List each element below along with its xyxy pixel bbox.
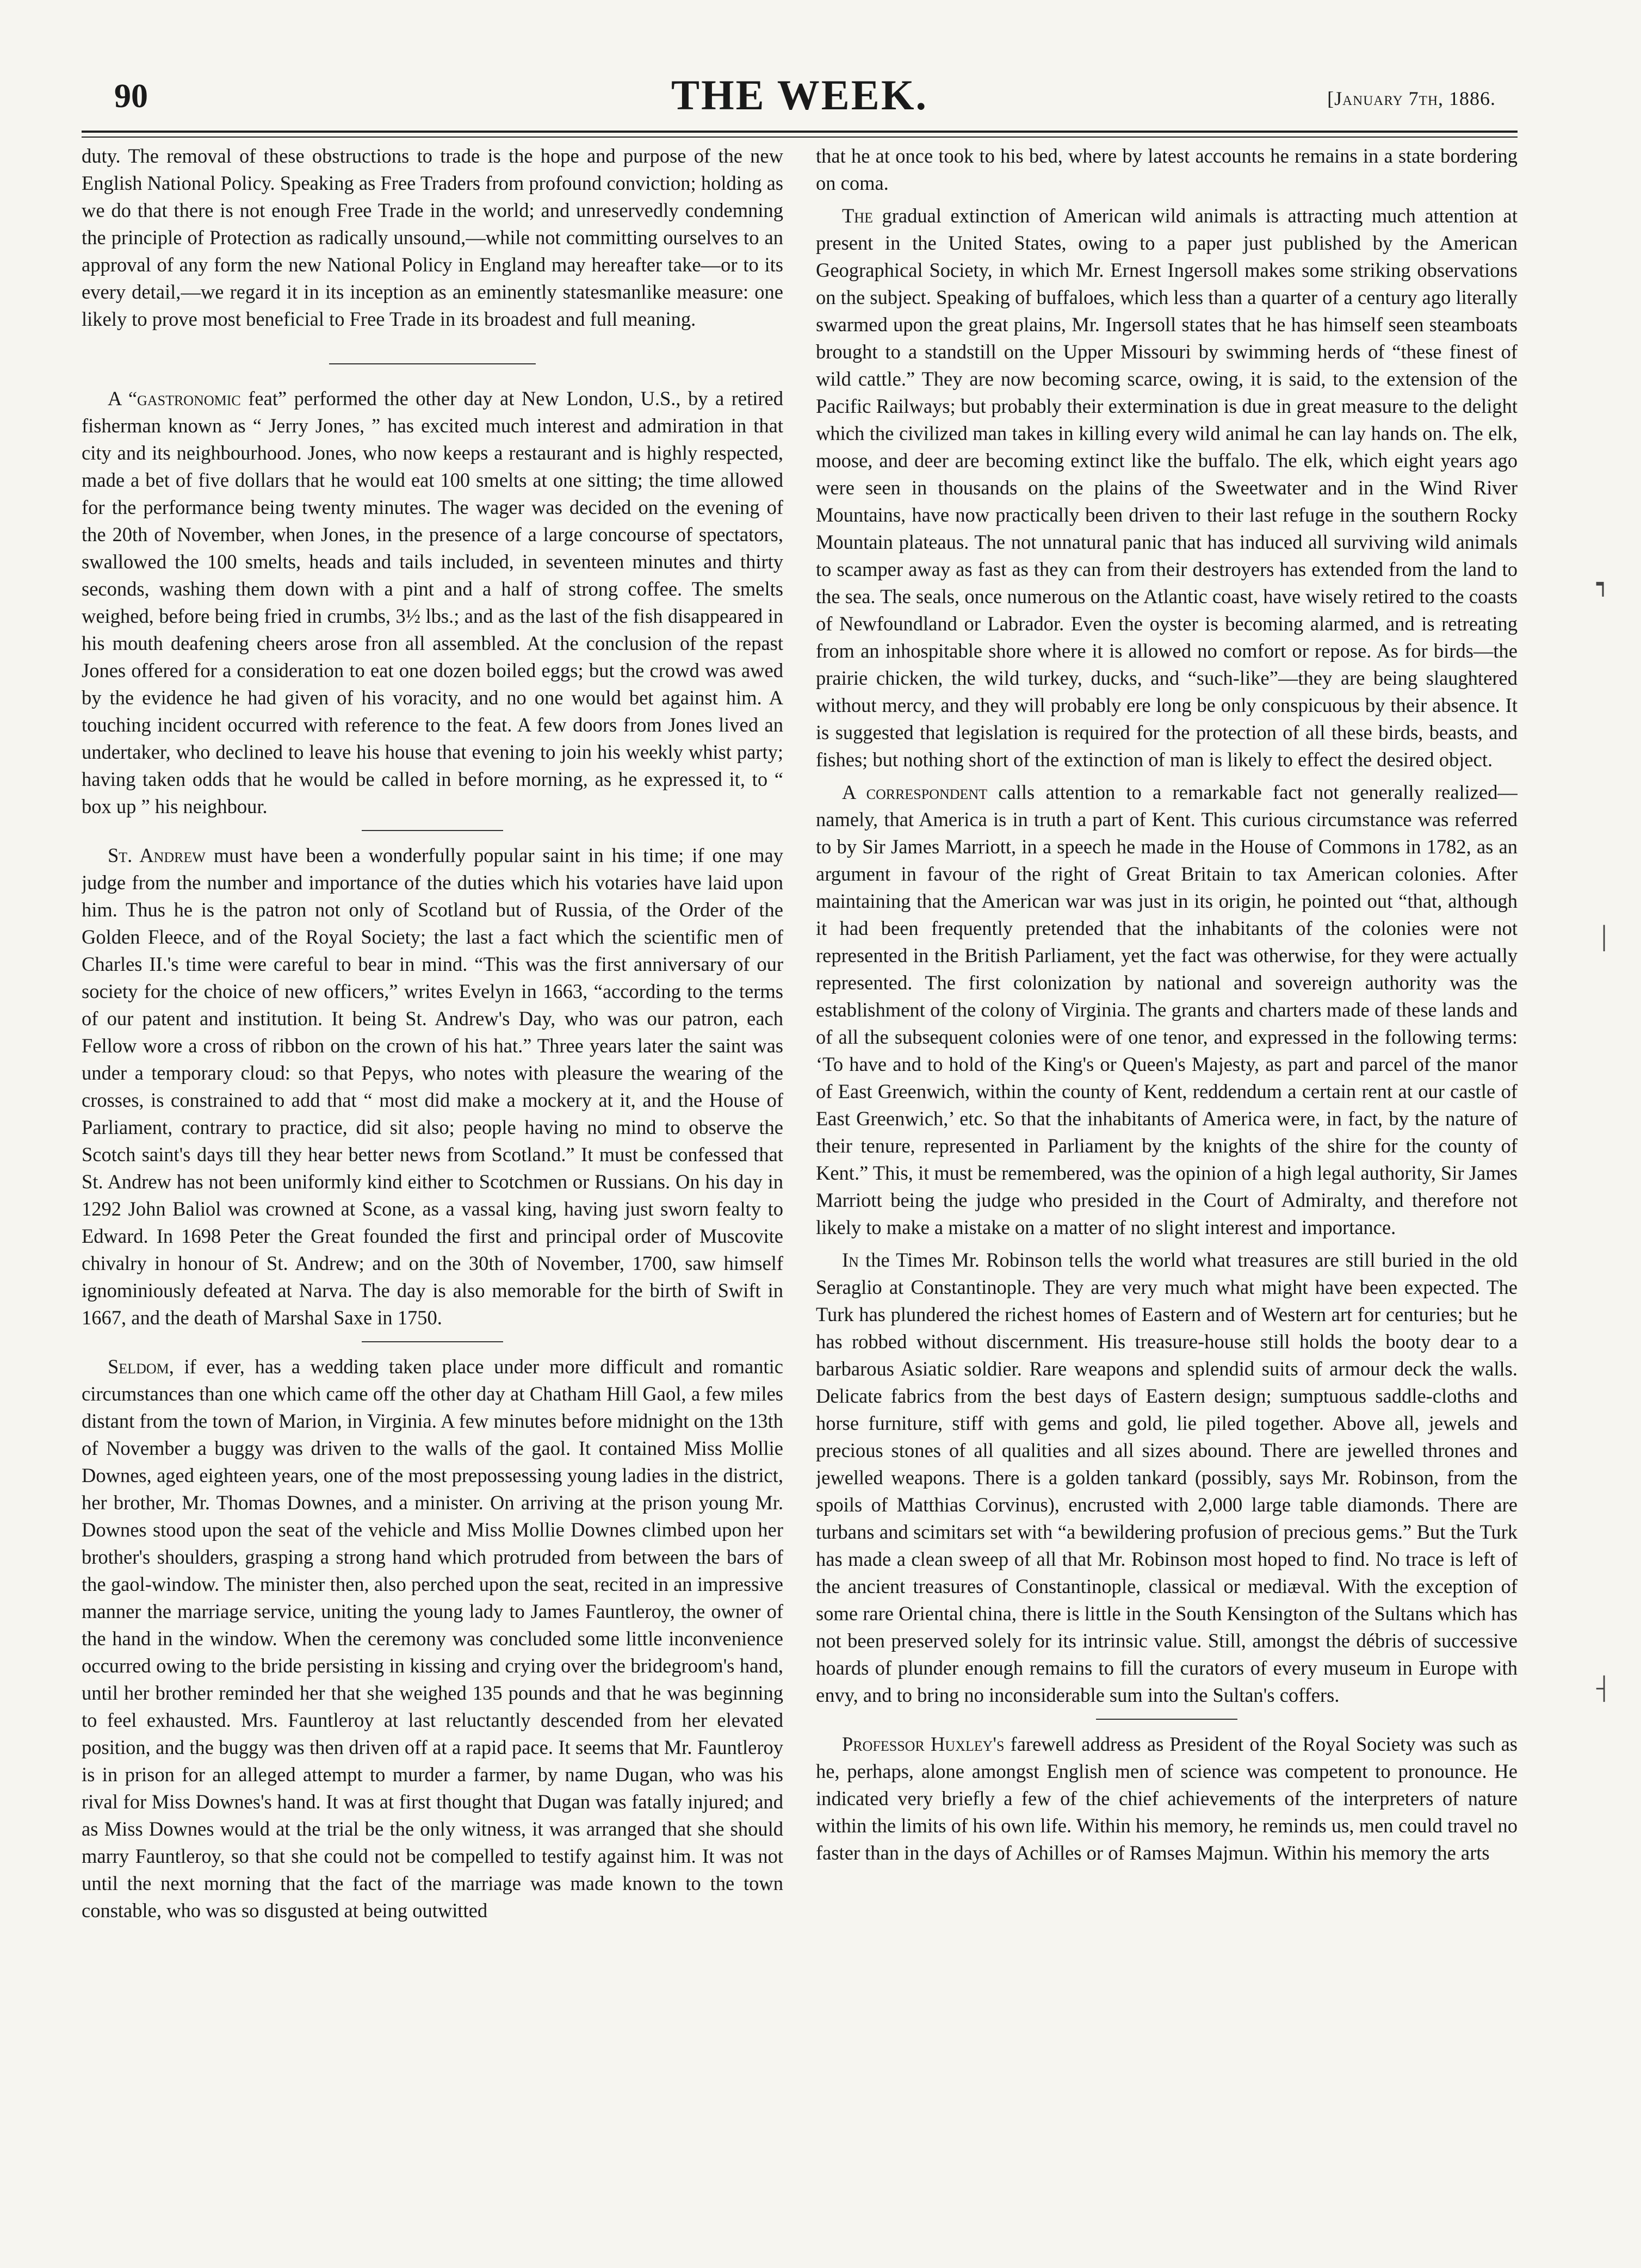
paragraph-lead: A “gastronomic	[108, 387, 241, 410]
section-divider	[362, 830, 503, 831]
article-paragraph	[816, 1247, 1518, 1709]
margin-tick-mark: ┤	[1596, 1676, 1612, 1700]
paragraph-lead: The	[842, 205, 873, 227]
publication-title: THE WEEK.	[671, 71, 928, 119]
margin-tick-mark: │	[1596, 925, 1612, 950]
section-divider	[329, 363, 536, 364]
article-paragraph	[816, 142, 1518, 197]
left-column	[82, 142, 783, 2253]
paragraph-text: must have been a wonderfully popular saint in his time; if one may judge from the number and importance of the duties which his votaries have laid upon him. Thus he is the patron not only of Scotland but of Russia, of the Order of the Golden Fleece, and of the Royal Society; the last a fact which the scientific men of Charles II.'s time were careful to bear in mind. “This was the first anniversary of our society for the choice of new officers,” writes Evelyn in 1663, “according to the terms of our patent and institution. It being St. Andrew's Day, who was our patron, each Fellow wore a cross of ribbon on the crown of his hat.” Three years later the saint was under a temporary cloud: so that Pepys, who notes with pleasure the wearing of the crosses, is constrained to add that “ most did make a mockery at it, and the House of Parliament, contrary to practice, did sit also; people having no mind to observe the Scotch saint's days till they hear better news from Scotland.” It must be confessed that St. Andrew has not been uniformly kind either to Scotchmen or Russians. On his day in 1292 John Baliol was crowned at Scone, as a vassal king, having just sworn fealty to Edward. In 1698 Peter the Great founded the first and principal order of Muscovite chivalry in honour of St. Andrew; and on the 30th of November, 1700, saw himself ignominiously defeated at Narva. The day is also memorable for the birth of Swift in 1667, and the death of Marshal Saxe in 1750.	[82, 844, 783, 1329]
header-rule-thin	[82, 137, 1518, 138]
paragraph-text: farewell address as President of the Royal Society was such as he, perhaps, alone amongst English men of science was competent to pronounce. He indicated very briefly a few of the chief achievements of the interpreters of nature within the limits of his own life. Within his memory, he reminds us, men could travel no faster than in the days of Achilles or of Ramses Majmun. Within his memory the arts	[816, 1733, 1518, 1864]
paragraph-text: if ever, has a wedding taken place under more difficult and romantic circumstances than one which came off the other day at Chatham Hill Gaol, a few miles distant from the town of Marion, in Virginia. A few minutes before midnight on the 13th of November a buggy was driven to the walls of the gaol. It contained Miss Mollie Downes, aged eighteen years, one of the most prepossessing young ladies in the district, her brother, Mr. Thomas Downes, and a minister. On arriving at the prison young Mr. Downes stood upon the seat of the vehicle and Miss Mollie Downes climbed upon her brother's shoulders, grasping a strong hand which protruded from between the bars of the gaol-window. The minister then, also perched upon the seat, recited in an impressive manner the marriage service, uniting the young lady to James Fauntleroy, the owner of the hand in the window. When the ceremony was concluded some little inconvenience occurred owing to the bride persisting in kissing and crying over the bridegroom's hand, until her brother reminded her that she weighed 135 pounds and that he was beginning to feel exhausted. Mrs. Fauntleroy at last reluctantly descended from her elevated position, and the buggy was then driven off at a rapid pace. It seems that Mr. Fauntleroy is in prison for an alleged attempt to murder a farmer, by name Dugan, who was his rival for Miss Downes's hand. It was at first thought that Dugan was fatally injured; and as Miss Downes would at the trial be the only witness, it was arranged that she should marry Fauntleroy, so that she could not be compelled to testify against him. It was not until the next morning that the fact of the marriage was made known to the town constable, who was so disgusted at being outwitted	[82, 1355, 783, 1922]
article-paragraph	[82, 842, 783, 1331]
section-divider	[1096, 1719, 1237, 1720]
paragraph-text: duty. The removal of these obstructions to trade is the hope and purpose of the new English National Policy. Speaking as Free Traders from profound conviction; holding as we do that there is not enough Free Trade in the world; and unreservedly condemning the principle of Protection as radically unsound,—while not committing ourselves to an approval of any form the new National Policy in England may hereafter take—or to its every detail,—we regard it in its inception as an eminently statesmanlike measure: one likely to prove most beneficial to Free Trade in its broadest and full meaning.	[82, 145, 783, 330]
paragraph-lead: Seldom,	[108, 1355, 174, 1378]
paragraph-lead: A correspondent	[842, 781, 988, 803]
article-paragraph	[82, 142, 783, 333]
article-paragraph	[816, 1731, 1518, 1867]
section-divider	[362, 1341, 503, 1342]
paragraph-text: that he at once took to his bed, where by latest accounts he remains in a state bordering on coma.	[816, 145, 1518, 194]
article-paragraph	[816, 779, 1518, 1241]
page-header	[82, 71, 1518, 136]
paragraph-text: calls attention to a remarkable fact not generally realized—namely, that America is in truth a part of Kent. This curious circumstance was referred to by Sir James Marriott, in a speech he made in the House of Commons in 1782, as an argument in favour of the right of Great Britain to tax American colonies. After maintaining that the American war was just in its origin, he pointed out “that, although it had been frequently pretended that the inhabitants of the colonies were not represented in the British Parliament, yet the fact was otherwise, for they were actually represented. The first colonization by national and sovereign authority was the establishment of the colony of Virginia. The grants and charters made of these lands and of all the subsequent colonies were of one tenor, and expressed in the following terms: ‘To have and to hold of the King's or Queen's Majesty, as part and parcel of the manor of East Greenwich, within the county of Kent, reddendum a certain rent at our castle of East Greenwich,’ etc. So that the inhabitants of America were, in fact, by the nature of their tenure, represented in Parliament by the knights of the shire for the county of Kent.” This, it must be remembered, was the opinion of a high legal authority, Sir James Marriott being the judge who presided in the Court of Admiralty, and therefore not likely to make a mistake on a matter of no slight interest and importance.	[816, 781, 1518, 1238]
paragraph-lead: In	[842, 1249, 859, 1271]
issue-date: [January 7th, 1886.	[1327, 88, 1496, 109]
margin-tick-mark: ┑	[1596, 572, 1610, 596]
header-rule	[82, 131, 1518, 133]
article-paragraph	[82, 385, 783, 820]
paragraph-text: the Times Mr. Robinson tells the world what treasures are still buried in the old Seraglio at Constantinople. They are very much what might have been expected. The Turk has plundered the richest homes of Eastern and of Western art for centuries; but he has robbed without discernment. His treasure-house still holds the booty dear to a barbarous Asiatic soldier. Rare weapons and splendid suits of armour deck the walls. Delicate fabrics from the best days of Eastern design; sumptuous saddle-cloths and horse furniture, stiff with gems and gold, lie piled together. Above all, jewels and precious stones of all qualities and all sizes abound. There are jewelled thrones and jewelled weapons. There is a golden tankard (possibly, says Mr. Robinson, from the spoils of Matthias Corvinus), encrusted with 2,000 large table diamonds. There are turbans and scimitars set with “a bewildering profusion of precious gems.” But the Turk has made a clean sweep of all that Mr. Robinson most hoped to find. No trace is left of the ancient treasures of Constantinople, classical or mediæval. With the exception of some rare Oriental china, there is little in the South Kensington of the Sultans which has not been preserved solely for its intrinsic value. Still, amongst the débris of successive hoards of plunder enough remains to fill the curators of every museum in Europe with envy, and to bring no inconsiderable sum into the Sultan's coffers.	[816, 1249, 1518, 1706]
paragraph-lead: Professor Huxley's	[842, 1733, 1005, 1755]
article-paragraph	[816, 202, 1518, 773]
paragraph-text: gradual extinction of American wild animals is attracting much attention at present in the United States, owing to a paper just published by the American Geographical Society, in which Mr. Ernest Ingersoll makes some striking observations on the subject. Speaking of buffaloes, which less than a quarter of a century ago literally swarmed upon the great plains, Mr. Ingersoll states that he has himself seen steamboats brought to a standstill on the Upper Missouri by swimming herds of “these finest of wild cattle.” They are now becoming scarce, owing, it is said, to the extension of the Pacific Railways; but probably their extermination is due in great measure to the delight which the civilized man takes in killing every wild animal he can lay hands on. The elk, moose, and deer are becoming extinct like the buffalo. The elk, which eight years ago were seen in thousands on the plains of the Sweetwater and in the Wind River Mountains, have now practically been driven to their last refuge in the southern Rocky Mountain plateaus. The not unnatural panic that has induced all surviving wild animals to scamper away as fast as they can from their destroyers has extended from the land to the sea. The seals, once numerous on the Atlantic coast, have wisely retired to the coasts of Newfoundland or Labrador. Even the oyster is becoming alarmed, and is retreating from an inhospitable shore where it is allowed no comfort or repose. As for birds—the prairie chicken, the wild turkey, ducks, and “such-like”—they are being slaughtered without mercy, and they will probably ere long be only conspicuous by their absence. It is suggested that legislation is required for the protection of all these birds, beasts, and fishes; but nothing short of the extinction of man is likely to effect the desired object.	[816, 205, 1518, 771]
article-paragraph	[82, 1353, 783, 1924]
paragraph-lead: St. Andrew	[108, 844, 206, 866]
paragraph-text: feat” performed the other day at New London, U.S., by a retired fisherman known as “ Jerry Jones, ” has excited much interest and admiration in that city and its neighbourhood. Jones, who now keeps a restaurant and is highly respected, made a bet of five dollars that he would eat 100 smelts at one sitting; the time allowed for the performance being twenty minutes. The wager was decided on the evening of the 20th of November, when Jones, in the presence of a large concourse of spectators, swallowed the 100 smelts, heads and tails included, in seventeen minutes and thirty seconds, washing them down with a pint and a half of strong coffee. The smelts weighed, before being fried in crumbs, 3½ lbs.; and as the last of the fish disappeared in his mouth deafening cheers arose fron all assembled. At the conclusion of the repast Jones offered for a consideration to eat one dozen boiled eggs; but the crowd was awed by the evidence he had given of his voracity, and no one would bet against him. A touching incident occurred with reference to the feat. A few doors from Jones lived an undertaker, who declined to leave his house that evening to join his weekly whist party; having taken odds that he would be called in before morning, as he expressed it, to “ box up ” his neighbour.	[82, 387, 783, 817]
right-column	[816, 142, 1518, 2253]
page-number: 90	[114, 78, 148, 115]
